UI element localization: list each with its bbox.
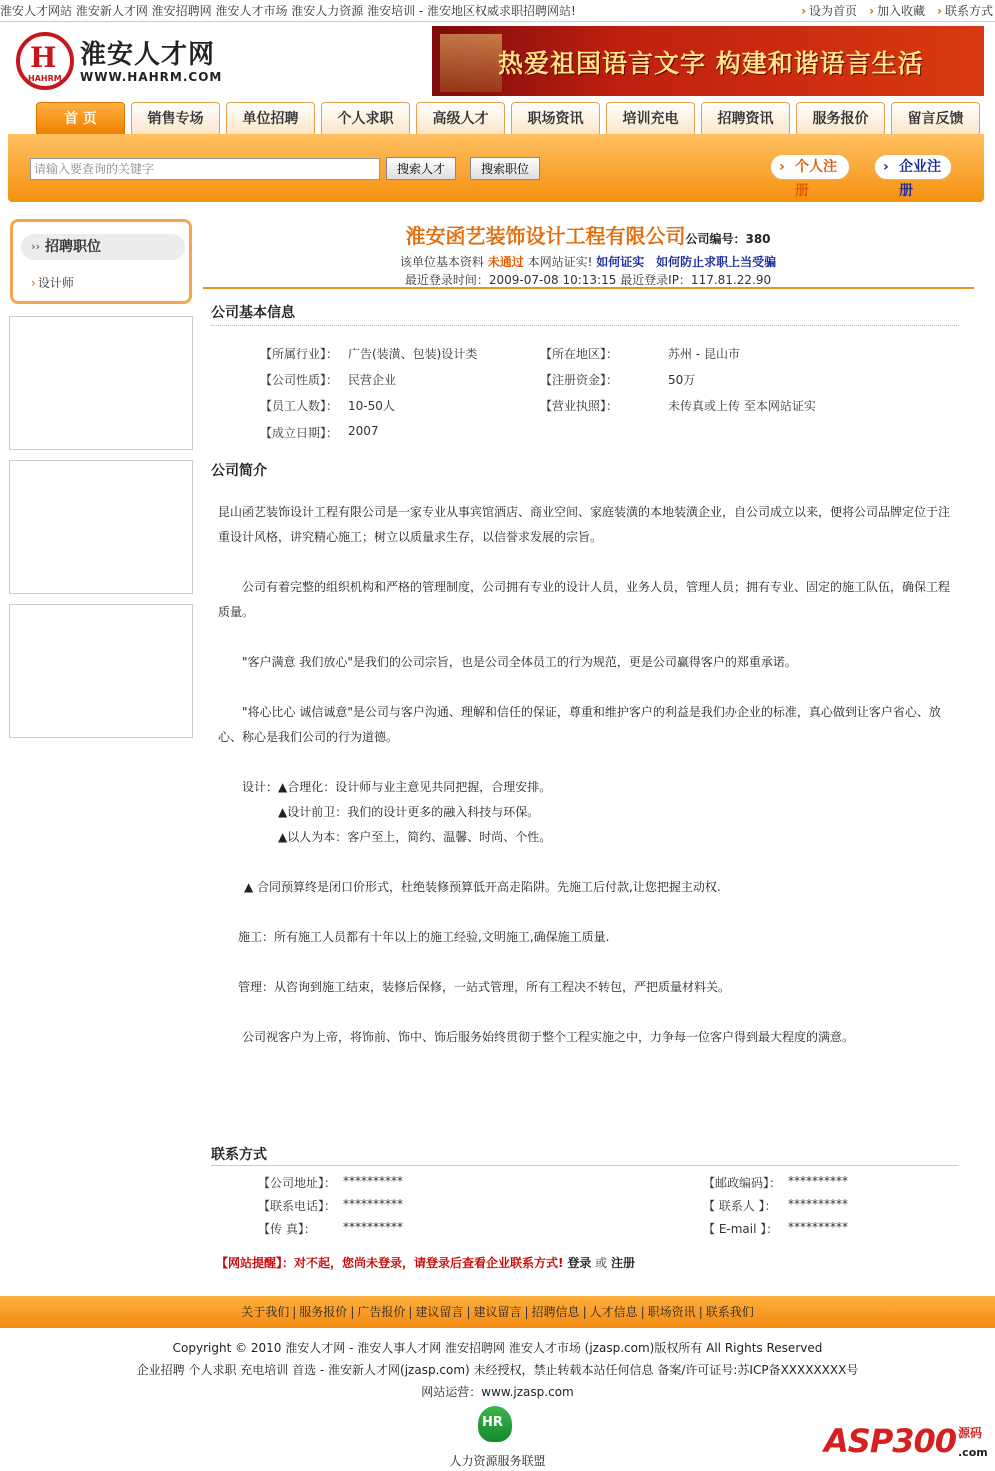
intro-paragraph: 公司有着完整的组织机构和严格的管理制度，公司拥有专业的设计人员，业务人员，管理人员；拥有专业、固定的施工队伍，确保工程质量。 bbox=[218, 580, 951, 619]
staff-value: 10-50人 bbox=[348, 399, 395, 413]
address-label: 【公司地址】： bbox=[258, 1176, 337, 1190]
nav-tab-company-jobs[interactable]: 单位招聘 bbox=[226, 102, 315, 134]
basic-info-title: 公司基本信息 bbox=[211, 305, 295, 321]
register-link[interactable]: 注册 bbox=[611, 1256, 636, 1270]
footer-link-talent[interactable]: | 人才信息 bbox=[580, 1305, 638, 1319]
footer-operator: 网站运营：www.jzasp.com bbox=[421, 1385, 574, 1399]
intro-paragraph: "将心比心 诚信诚意"是公司与客户沟通、理解和信任的保证，尊重和维护客户的利益是我们办企业的标准，真心做到让客户省心、放心、称心是我们公司的行为道德。 bbox=[218, 705, 941, 744]
search-job-button[interactable]: 搜索职位 bbox=[470, 157, 540, 180]
search-input[interactable] bbox=[30, 158, 380, 180]
industry-value: 广告(装潢、包装)设计类 bbox=[348, 347, 478, 361]
intro-design-line: 设计：▲合理化：设计师与业主意见共同把握，合理安排。 bbox=[242, 780, 552, 794]
footer-link-ad-pricing[interactable]: | 广告报价 bbox=[347, 1305, 405, 1319]
company-register-button[interactable]: › 企业注册 bbox=[874, 154, 952, 180]
logo-emblem-text: HAHRM bbox=[28, 74, 62, 83]
footer-link-suggestion-2[interactable]: | 建议留言 bbox=[463, 1305, 521, 1319]
hr-logo-glyph: HR bbox=[482, 1415, 503, 1430]
login-warning bbox=[216, 1254, 635, 1271]
header-divider bbox=[203, 287, 974, 289]
footer-link-suggestion[interactable]: | 建议留言 bbox=[405, 1305, 463, 1319]
hr-alliance-logo[interactable] bbox=[478, 1406, 512, 1442]
intro-title: 公司简介 bbox=[211, 463, 267, 479]
fraud-prevention-link[interactable]: 如何防止求职上当受骗 bbox=[656, 255, 777, 269]
set-homepage-link[interactable]: › 设为首页 bbox=[801, 4, 857, 18]
footer-link-pricing[interactable]: | 服务报价 bbox=[289, 1305, 347, 1319]
company-intro bbox=[218, 500, 954, 1075]
add-favorite-link[interactable]: › 加入收藏 bbox=[869, 4, 925, 18]
logo-glyph: H bbox=[30, 41, 57, 74]
asp300-logo-text: ASP300 bbox=[824, 1422, 957, 1460]
phone-value: ********** bbox=[343, 1197, 403, 1211]
nav-tab-senior-talent[interactable]: 高级人才 bbox=[416, 102, 505, 134]
how-verify-link[interactable]: 如何证实 bbox=[596, 255, 645, 269]
verify-mid: 本网站证实! bbox=[527, 255, 593, 269]
staff-label: 【员工人数】： bbox=[260, 399, 339, 413]
nature-value: 民营企业 bbox=[348, 373, 397, 387]
nav-tab-pricing[interactable]: 服务报价 bbox=[796, 102, 885, 134]
contact-link[interactable]: › 联系方式 bbox=[937, 4, 993, 18]
company-code: 380 bbox=[745, 232, 771, 246]
asp300-watermark-logo bbox=[822, 1416, 992, 1468]
job-positions-box bbox=[10, 219, 192, 304]
logo-emblem bbox=[16, 32, 74, 90]
banner-slogan: 热爱祖国语言文字 构建和谐语言生活 bbox=[498, 49, 924, 78]
footer-license: 企业招聘 个人求职 充电培训 首选 - 淮安新人才网(jzasp.com) 未经授权，禁止转载本站任何信息 备案/许可证号:苏ICP备XXXXXXXX号 bbox=[136, 1363, 859, 1377]
verify-prefix: 该单位基本资料 bbox=[399, 255, 484, 269]
person-register-button[interactable]: › 个人注册 bbox=[770, 154, 850, 180]
contact-title: 联系方式 bbox=[211, 1147, 267, 1163]
asp300-logo-cn: 源码 bbox=[958, 1426, 983, 1440]
postcode-value: ********** bbox=[788, 1174, 848, 1188]
nav-tab-career-news[interactable]: 职场资讯 bbox=[511, 102, 600, 134]
search-talent-button[interactable]: 搜索人才 bbox=[386, 157, 456, 180]
intro-paragraph: 施工：所有施工人员都有十年以上的施工经验,文明施工,确保施工质量. bbox=[238, 930, 610, 944]
fax-value: ********** bbox=[343, 1220, 403, 1234]
logo-url: WWW.HAHRM.COM bbox=[80, 70, 223, 84]
site-logo[interactable] bbox=[16, 30, 236, 92]
license-value: 未传真或上传 至本网站证实 bbox=[668, 399, 816, 413]
region-value: 苏州 - 昆山市 bbox=[668, 347, 740, 361]
fax-label: 【传 真】： bbox=[258, 1222, 316, 1236]
footer-nav bbox=[0, 1296, 995, 1328]
region-label: 【所在地区】： bbox=[540, 347, 619, 361]
capital-value: 50万 bbox=[668, 373, 696, 387]
contact-person-value: ********** bbox=[788, 1197, 848, 1211]
verify-status: 未通过 bbox=[487, 255, 524, 269]
license-label: 【营业执照】： bbox=[540, 399, 619, 413]
footer-link-about[interactable]: 关于我们 bbox=[241, 1305, 290, 1319]
header-banner[interactable] bbox=[432, 26, 984, 96]
nav-tab-home[interactable]: 首 页 bbox=[36, 102, 125, 134]
login-link[interactable]: 登录 bbox=[567, 1256, 592, 1270]
verify-status-line bbox=[200, 253, 976, 270]
nav-tab-recruit-news[interactable]: 招聘资讯 bbox=[701, 102, 790, 134]
company-code-label: 公司编号： bbox=[685, 232, 746, 246]
main-nav bbox=[8, 102, 984, 134]
intro-design-line: ▲以人为本：客户至上，简约、温馨、时尚、个性。 bbox=[278, 830, 552, 844]
address-value: ********** bbox=[343, 1174, 403, 1188]
postcode-label: 【邮政编码】： bbox=[703, 1176, 782, 1190]
founded-value: 2007 bbox=[348, 424, 379, 438]
company-name: 淮安函艺装饰设计工程有限公司 bbox=[405, 224, 686, 248]
warning-or: 或 bbox=[595, 1256, 608, 1270]
job-positions-title: ›› 招聘职位 bbox=[21, 234, 185, 260]
search-bar bbox=[8, 134, 984, 202]
phone-label: 【联系电话】： bbox=[258, 1199, 337, 1213]
intro-paragraph: 昆山函艺装饰设计工程有限公司是一家专业从事宾馆酒店、商业空间、家庭装潢的本地装潢企业，自公司成立以来，便将公司品牌定位于注重设计风格，讲究精心施工；树立以质量求生存，以信誉求发展的宗旨。 bbox=[218, 505, 951, 544]
banner-building-image bbox=[440, 34, 502, 92]
asp300-logo-com: .com bbox=[958, 1446, 988, 1459]
warning-text: 【网站提醒】：对不起，您尚未登录，请登录后查看企业联系方式! bbox=[216, 1256, 564, 1270]
sidebar-ad-slot-3 bbox=[9, 604, 193, 738]
intro-design-line: ▲设计前卫：我们的设计更多的融入科技与环保。 bbox=[278, 805, 540, 819]
hr-alliance-label: 人力资源服务联盟 bbox=[449, 1454, 546, 1468]
footer-link-contact[interactable]: | 联系我们 bbox=[696, 1305, 754, 1319]
job-position-link[interactable]: › 设计师 bbox=[31, 274, 74, 291]
intro-paragraph: 管理：从咨询到施工结束，装修后保修，一站式管理，所有工程决不转包，严把质量材料关。 bbox=[238, 980, 731, 994]
nav-tab-feedback[interactable]: 留言反馈 bbox=[891, 102, 980, 134]
email-value: ********** bbox=[788, 1220, 848, 1234]
sidebar-ad-slot-2 bbox=[9, 460, 193, 594]
contact-person-label: 【 联系人 】： bbox=[703, 1199, 777, 1213]
nav-tab-sales[interactable]: 销售专场 bbox=[131, 102, 220, 134]
intro-paragraph: "客户满意 我们放心"是我们的公司宗旨，也是公司全体员工的行为规范，更是公司赢得客户的郑重承诺。 bbox=[242, 655, 797, 669]
intro-paragraph: ▲ 合同预算终是闭口价形式，杜绝装修预算低开高走陷阱。先施工后付款,让您把握主动权. bbox=[244, 880, 721, 894]
founded-label: 【成立日期】： bbox=[260, 426, 339, 440]
sidebar-ad-slot-1 bbox=[9, 316, 193, 450]
top-bar bbox=[0, 0, 995, 22]
copyright: Copyright © 2010 淮安人才网 - 淮安人事人才网 淮安招聘网 淮安人才市场 (jzasp.com)版权所有 All Rights Reserved bbox=[172, 1341, 823, 1355]
basic-info-divider bbox=[211, 325, 959, 326]
capital-label: 【注册资金】： bbox=[540, 373, 619, 387]
footer-link-news[interactable]: | 职场资讯 bbox=[638, 1305, 696, 1319]
top-bar-links bbox=[789, 0, 993, 22]
nav-tab-training[interactable]: 培训充电 bbox=[606, 102, 695, 134]
contact-divider bbox=[211, 1165, 959, 1166]
top-bar-site-names: 淮安人才网站 淮安新人才网 淮安招聘网 淮安人才市场 淮安人力资源 淮安培训 - 淮安地区权威求职招聘网站! bbox=[0, 4, 576, 18]
intro-paragraph: 公司视客户为上帝，将饰前、饰中、饰后服务始终贯彻于整个工程实施之中，力争每一位客户得到最大程度的满意。 bbox=[242, 1030, 855, 1044]
nav-tab-job-seeking[interactable]: 个人求职 bbox=[321, 102, 410, 134]
email-label: 【 E-mail 】： bbox=[703, 1222, 779, 1236]
nature-label: 【公司性质】： bbox=[260, 373, 339, 387]
company-header bbox=[200, 220, 976, 249]
last-login-info: 最近登录时间：2009-07-08 10:13:15 最近登录IP：117.81.22.90 bbox=[404, 273, 772, 287]
logo-site-name: 淮安人才网 bbox=[80, 40, 216, 70]
footer-link-jobs[interactable]: | 招聘信息 bbox=[522, 1305, 580, 1319]
industry-label: 【所属行业】： bbox=[260, 347, 339, 361]
